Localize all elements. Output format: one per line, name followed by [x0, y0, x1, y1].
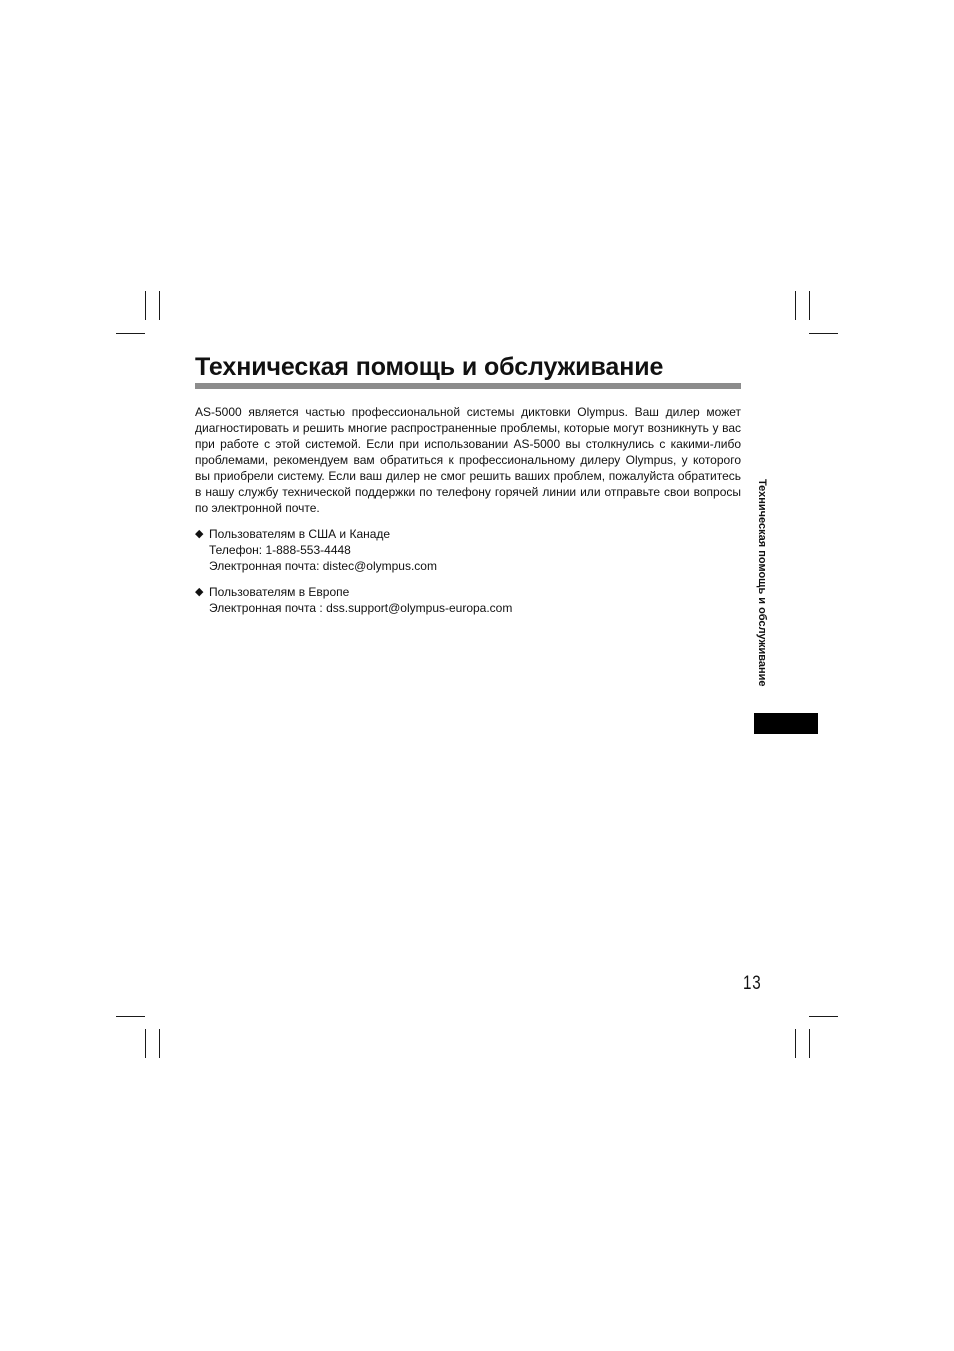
- crop-mark-top-left-v1: [145, 291, 146, 320]
- intro-paragraph: AS-5000 является частью профессиональной системы диктовки Olympus. Ваш дилер может диагностировать и решить многие распространенные проблемы, которые могут возникнуть у вас при работе с этой системой. Если при использовании AS-5000 вы столкнулись с какими-либо проблемами, рекомендуем вам обратиться к профессиональному дилеру Olympus, у которого вы приобрели систему. Если ваш дилер не смог решить ваших проблем, пожалуйста обратитесь в нашу службу технической поддержки по телефону горячей линии или отправьте свои вопросы по электронной почте.: [195, 405, 741, 515]
- side-tab-label: Техническая помощь и обслуживание: [756, 479, 768, 687]
- contact-email: Электронная почта: distec@olympus.com: [209, 559, 437, 573]
- crop-mark-top-right-v2: [809, 291, 810, 320]
- title-underline: [195, 383, 741, 389]
- page-title: Техническая помощь и обслуживание: [195, 353, 664, 381]
- crop-mark-top-left-v2: [159, 291, 160, 320]
- diamond-bullet-icon: ◆: [195, 528, 204, 540]
- contact-email: Электронная почта : dss.support@olympus-europa.com: [209, 601, 513, 615]
- page-number: 13: [743, 973, 762, 994]
- diamond-bullet-icon: ◆: [195, 586, 204, 598]
- crop-mark-bottom-right-v2: [809, 1029, 810, 1058]
- crop-mark-bottom-right-h: [809, 1016, 838, 1017]
- crop-mark-top-right-h: [809, 333, 838, 334]
- crop-mark-bottom-left-v2: [159, 1029, 160, 1058]
- contact-heading: Пользователям в США и Канаде: [209, 527, 391, 541]
- contact-item-usa-canada: [195, 526, 741, 574]
- section-marker-block: [754, 713, 818, 734]
- contact-item-europe: [195, 584, 741, 616]
- crop-mark-bottom-right-v1: [795, 1029, 796, 1058]
- contact-phone: Телефон: 1-888-553-4448: [209, 543, 351, 557]
- crop-mark-top-left-h: [116, 333, 145, 334]
- crop-mark-top-right-v1: [795, 291, 796, 320]
- crop-mark-bottom-left-v1: [145, 1029, 146, 1058]
- contact-list: [195, 526, 741, 626]
- contact-heading: Пользователям в Европе: [209, 585, 350, 599]
- crop-mark-bottom-left-h: [116, 1016, 145, 1017]
